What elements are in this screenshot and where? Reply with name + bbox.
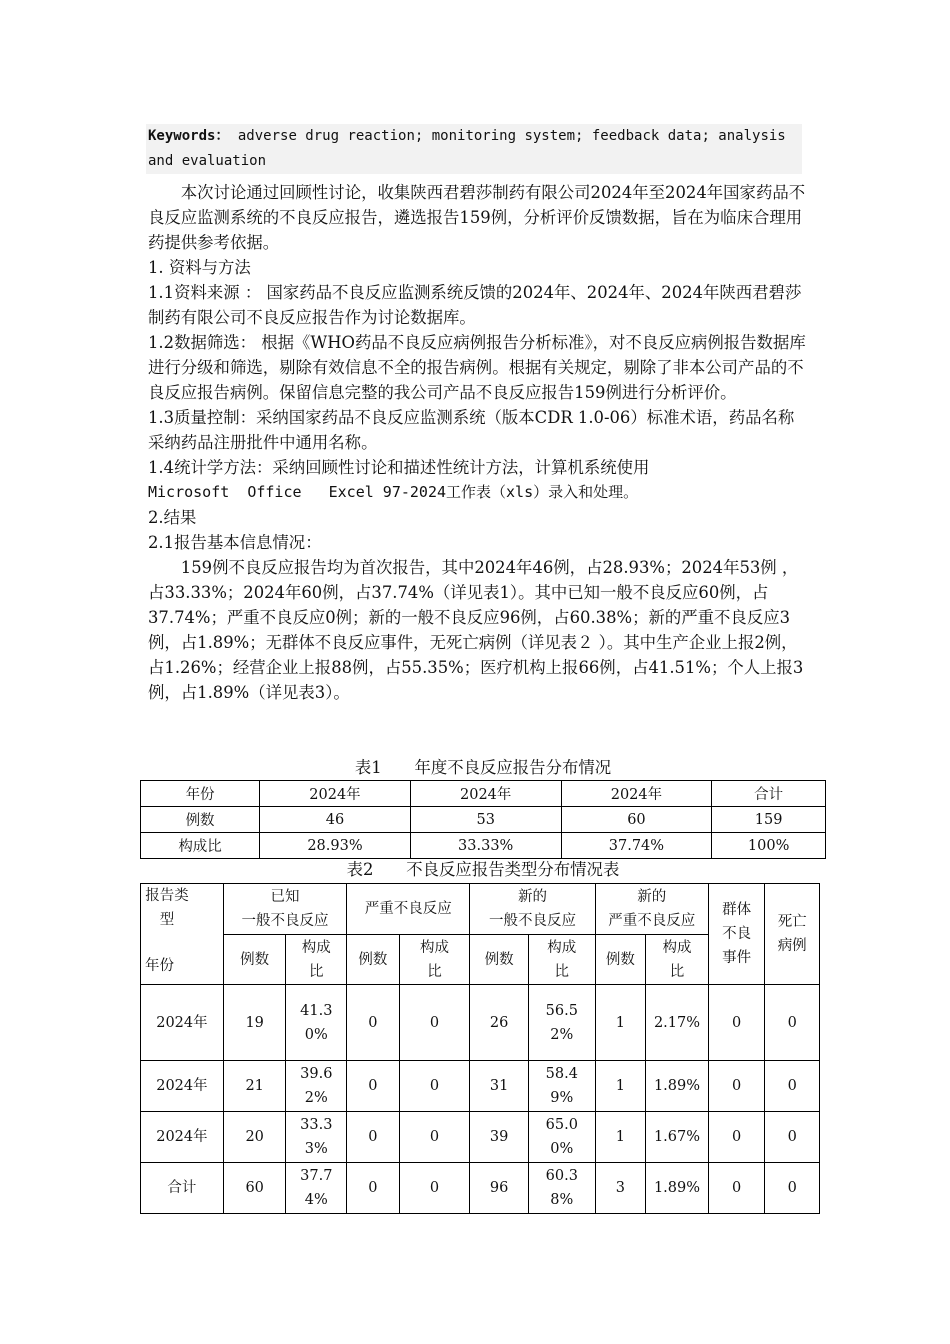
table1-cell: 构成比 bbox=[141, 833, 260, 859]
table2-cell: 2024年 bbox=[141, 1112, 224, 1163]
ratio-label: 构成比 bbox=[301, 939, 331, 980]
ratio-value: 58.49% bbox=[545, 1066, 578, 1106]
table2-subheader-count: 例数 bbox=[595, 935, 646, 985]
table1-cell: 53 bbox=[410, 807, 561, 833]
table1-cell: 60 bbox=[561, 807, 712, 833]
ratio-label: 构成比 bbox=[547, 939, 577, 980]
table2-row bbox=[141, 1061, 820, 1112]
table1-cell: 33.33% bbox=[410, 833, 561, 859]
table2-cell: 0 bbox=[399, 1163, 470, 1214]
table1-cell: 159 bbox=[712, 807, 826, 833]
table2-cell bbox=[286, 1061, 347, 1112]
table1-cell: 2024年 bbox=[260, 781, 411, 807]
ratio-label: 构成比 bbox=[420, 939, 449, 980]
ratio-value: 60.38% bbox=[545, 1168, 578, 1208]
table2-subheader-ratio bbox=[286, 935, 347, 985]
table2-cell: 0 bbox=[347, 1061, 400, 1112]
col-group-label: 群体不良事件 bbox=[722, 902, 752, 966]
table2-cell bbox=[528, 1112, 595, 1163]
table1-cell: 28.93% bbox=[260, 833, 411, 859]
section-2-1-heading: 2.1报告基本信息情况： bbox=[148, 533, 322, 552]
table2-cell: 2024年 bbox=[141, 985, 224, 1061]
section-2-heading: 2.结果 bbox=[148, 508, 197, 527]
ratio-value: 39.62% bbox=[300, 1066, 333, 1106]
table2-cell: 3 bbox=[595, 1163, 646, 1214]
table2-row bbox=[141, 1163, 820, 1214]
section-2-1-body: 159例不良反应报告均为首次报告，其中2024年46例，占28.93%；2024年53例 ，占33.33%；2024年60例，占37.74%（详见表1）。其中已知一般不良反应60例，占37.74%；严重不良反应0例；新的一般不良反应96例，占60.38%；新的严重不良反应3例，占1.89%；无群体不良反应事件，无死亡病例（详见表２ ）。其中生产企业上报2例，占1.26%；经营企业上报88例，占55.35%；医疗机构上报66例，占41.51%；个人上报3例，占1.89%（详见表3）。 bbox=[148, 558, 804, 702]
table2-cell: 1.89% bbox=[646, 1061, 709, 1112]
ratio-label: 构成比 bbox=[662, 939, 692, 980]
table1-cell: 2024年 bbox=[561, 781, 712, 807]
table2-cell bbox=[528, 1061, 595, 1112]
table1-row bbox=[141, 833, 826, 859]
table2-col-deaths bbox=[765, 884, 820, 985]
table2-cell: 26 bbox=[470, 985, 529, 1061]
table2-cell: 96 bbox=[470, 1163, 529, 1214]
section-1-2: 1.2数据筛选： 根据《WHO药品不良反应病例报告分析标准》，对不良反应病例报告数据库进行分级和筛选，剔除有效信息不全的报告病例。根据有关规定，剔除了非本公司产品的不良反应报告病例。保留信息完整的我公司产品不良反应报告159例进行分析评价。 bbox=[148, 333, 806, 402]
group-line: 严重不良反应 bbox=[364, 901, 452, 917]
table2-cell: 0 bbox=[708, 1112, 765, 1163]
group-line: 严重不良反应 bbox=[608, 913, 696, 929]
table2-cell: 0 bbox=[765, 1163, 820, 1214]
keywords-label: Keywords： bbox=[148, 128, 230, 144]
table1-row bbox=[141, 807, 826, 833]
table2-cell: 0 bbox=[347, 985, 400, 1061]
table2-subheader-ratio bbox=[528, 935, 595, 985]
table1-cell: 100% bbox=[712, 833, 826, 859]
ratio-value: 37.74% bbox=[300, 1168, 333, 1208]
table2-cell: 19 bbox=[223, 985, 286, 1061]
table2-group-known bbox=[223, 884, 346, 935]
table2-cell: 0 bbox=[399, 985, 470, 1061]
section-1-heading: 1. 资料与方法 bbox=[148, 258, 251, 277]
table2-cell: 21 bbox=[223, 1061, 286, 1112]
group-line: 一般不良反应 bbox=[489, 913, 576, 929]
table2-cell: 31 bbox=[470, 1061, 529, 1112]
table2-group-new bbox=[470, 884, 595, 935]
table2-cell: 1.89% bbox=[646, 1163, 709, 1214]
col-death-label: 死亡病例 bbox=[777, 914, 807, 954]
table2-group-serious bbox=[347, 884, 470, 935]
table2-cell: 2.17% bbox=[646, 985, 709, 1061]
table2-cell: 合计 bbox=[141, 1163, 224, 1214]
ratio-value: 33.33% bbox=[300, 1117, 333, 1157]
table2-subheader-count: 例数 bbox=[470, 935, 529, 985]
table2-cell: 39 bbox=[470, 1112, 529, 1163]
table2-cell: 0 bbox=[347, 1163, 400, 1214]
group-line: 一般不良反应 bbox=[241, 913, 329, 929]
table2-cell: 0 bbox=[708, 1061, 765, 1112]
table1-cell: 37.74% bbox=[561, 833, 712, 859]
table2-cell bbox=[286, 1163, 347, 1214]
table2-cell: 0 bbox=[765, 985, 820, 1061]
table2-col-group-events bbox=[708, 884, 765, 985]
table2-corner-bottom: 年份 bbox=[145, 958, 174, 974]
table2-row bbox=[141, 985, 820, 1061]
table2-cell: 0 bbox=[399, 1061, 470, 1112]
table2-corner bbox=[141, 884, 224, 985]
table2-subheader-count: 例数 bbox=[347, 935, 400, 985]
table2-group-new-serious bbox=[595, 884, 708, 935]
table2-subheader-ratio bbox=[399, 935, 470, 985]
section-1-1: 1.1资料来源 ： 国家药品不良反应监测系统反馈的2024年、2024年、2024年陕西君碧莎制药有限公司不良反应报告作为讨论数据库。 bbox=[148, 283, 802, 327]
table2-cell: 0 bbox=[708, 1163, 765, 1214]
table1-cell: 例数 bbox=[141, 807, 260, 833]
table1-header-row bbox=[141, 781, 826, 807]
table2-subheader-ratio bbox=[646, 935, 709, 985]
table2-cell: 0 bbox=[708, 985, 765, 1061]
table2-cell: 2024年 bbox=[141, 1061, 224, 1112]
table2-cell bbox=[528, 985, 595, 1061]
section-1-4: 1.4统计学方法：采纳回顾性讨论和描述性统计方法，计算机系统使用 bbox=[148, 458, 650, 477]
table2-caption: 表2 不良反应报告类型分布情况表 bbox=[346, 860, 620, 879]
table2-cell: 1.67% bbox=[646, 1112, 709, 1163]
table1 bbox=[140, 780, 826, 859]
table2-cell bbox=[528, 1163, 595, 1214]
ratio-value: 41.30% bbox=[300, 1002, 333, 1043]
table2 bbox=[140, 883, 820, 1214]
table1-caption: 表1 年度不良反应报告分布情况 bbox=[354, 758, 612, 777]
keywords-block bbox=[146, 124, 802, 174]
table1-cell: 2024年 bbox=[410, 781, 561, 807]
intro-paragraph: 本次讨论通过回顾性讨论，收集陕西君碧莎制药有限公司2024年至2024年国家药品不良反应监测系统的不良反应报告，遴选报告159例，分析评价反馈数据，旨在为临床合理用药提供参考依据。 bbox=[148, 183, 806, 252]
table2-cell: 1 bbox=[595, 1061, 646, 1112]
table2-cell: 0 bbox=[399, 1112, 470, 1163]
table2-corner-top: 报告类型 bbox=[145, 888, 189, 928]
table2-cell: 20 bbox=[223, 1112, 286, 1163]
group-line: 已知 bbox=[270, 889, 300, 905]
table2-cell bbox=[286, 985, 347, 1061]
table2-cell: 1 bbox=[595, 1112, 646, 1163]
ratio-value: 56.52% bbox=[545, 1002, 578, 1043]
table1-cell: 46 bbox=[260, 807, 411, 833]
group-line: 新的 bbox=[518, 889, 547, 905]
keywords-text: adverse drug reaction; monitoring system; feedback data; analysis and evaluation bbox=[148, 128, 786, 169]
table2-cell: 60 bbox=[223, 1163, 286, 1214]
table2-cell: 0 bbox=[347, 1112, 400, 1163]
table2-cell: 0 bbox=[765, 1112, 820, 1163]
table2-subheader-count: 例数 bbox=[223, 935, 286, 985]
section-1-3: 1.3质量控制：采纳国家药品不良反应监测系统（版本CDR 1.0-06）标准术语，药品名称采纳药品注册批件中通用名称。 bbox=[148, 408, 795, 452]
table2-cell: 0 bbox=[765, 1061, 820, 1112]
table2-cell bbox=[286, 1112, 347, 1163]
group-line: 新的 bbox=[637, 889, 667, 905]
table1-cell: 年份 bbox=[141, 781, 260, 807]
ratio-value: 65.00% bbox=[545, 1117, 578, 1157]
section-1-4-cont: Microsoft Office Excel 97-2024工作表（xls）录入和处理。 bbox=[148, 483, 639, 501]
table2-cell: 1 bbox=[595, 985, 646, 1061]
table2-row bbox=[141, 1112, 820, 1163]
body-text bbox=[148, 180, 808, 705]
table1-cell: 合计 bbox=[712, 781, 826, 807]
